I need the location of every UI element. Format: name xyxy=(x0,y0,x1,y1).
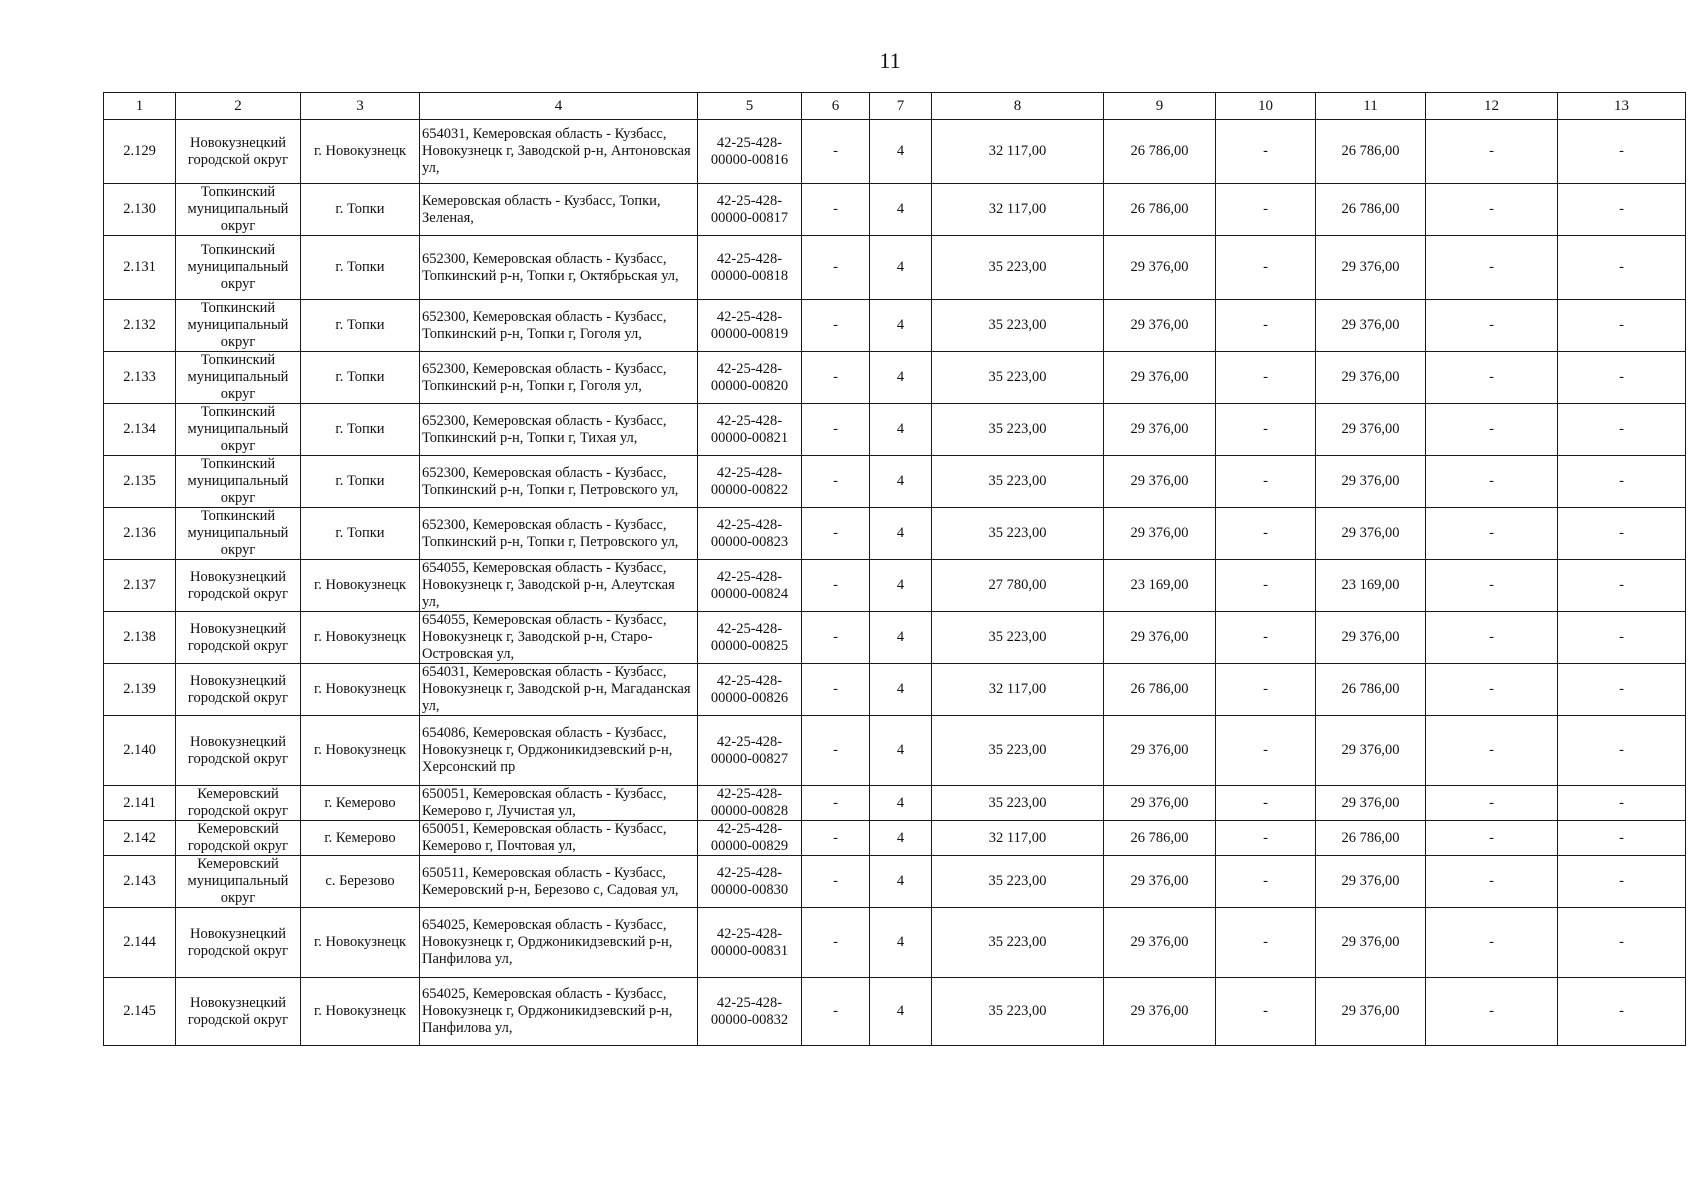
table-row xyxy=(104,120,1686,184)
row-number-cell: 2.145 xyxy=(104,978,176,1046)
col-12-value-cell: - xyxy=(1426,978,1558,1046)
column-header-9: 9 xyxy=(1104,93,1216,120)
col-6-value-cell: - xyxy=(802,560,870,612)
col-6-value-cell: - xyxy=(802,664,870,716)
col-12-value-cell: - xyxy=(1426,300,1558,352)
col-8-value-cell: 35 223,00 xyxy=(932,978,1104,1046)
col-13-value-cell: - xyxy=(1558,978,1686,1046)
col-12-value-cell: - xyxy=(1426,184,1558,236)
col-13-value-cell: - xyxy=(1558,456,1686,508)
col-10-value-cell: - xyxy=(1216,300,1316,352)
col-8-value-cell: 35 223,00 xyxy=(932,786,1104,821)
col-12-value-cell: - xyxy=(1426,664,1558,716)
row-number-cell: 2.140 xyxy=(104,716,176,786)
column-header-8: 8 xyxy=(932,93,1104,120)
registry-id-cell: 42-25-428-00000-00826 xyxy=(698,664,802,716)
col-10-value-cell: - xyxy=(1216,508,1316,560)
column-header-2: 2 xyxy=(176,93,301,120)
address-cell: 654031, Кемеровская область - Кузбасс, Новокузнецк г, Заводской р-н, Магаданская ул, xyxy=(420,664,698,716)
row-number-cell: 2.133 xyxy=(104,352,176,404)
column-header-3: 3 xyxy=(301,93,420,120)
col-13-value-cell: - xyxy=(1558,664,1686,716)
col-13-value-cell: - xyxy=(1558,786,1686,821)
col-9-value-cell: 29 376,00 xyxy=(1104,856,1216,908)
col-7-value-cell: 4 xyxy=(870,352,932,404)
table-row xyxy=(104,664,1686,716)
col-9-value-cell: 29 376,00 xyxy=(1104,404,1216,456)
col-9-value-cell: 29 376,00 xyxy=(1104,352,1216,404)
col-7-value-cell: 4 xyxy=(870,821,932,856)
col-7-value-cell: 4 xyxy=(870,664,932,716)
municipality-cell: Топкинский муниципальный округ xyxy=(176,352,301,404)
col-12-value-cell: - xyxy=(1426,560,1558,612)
address-cell: 654055, Кемеровская область - Кузбасс, Новокузнецк г, Заводской р-н, Старо-Островская ул, xyxy=(420,612,698,664)
address-cell: 654025, Кемеровская область - Кузбасс, Новокузнецк г, Орджоникидзевский р-н, Панфилова ул, xyxy=(420,908,698,978)
table-row xyxy=(104,184,1686,236)
settlement-cell: г. Новокузнецк xyxy=(301,908,420,978)
registry-id-cell: 42-25-428-00000-00821 xyxy=(698,404,802,456)
col-6-value-cell: - xyxy=(802,508,870,560)
col-8-value-cell: 35 223,00 xyxy=(932,404,1104,456)
settlement-cell: г. Топки xyxy=(301,352,420,404)
col-8-value-cell: 35 223,00 xyxy=(932,352,1104,404)
col-6-value-cell: - xyxy=(802,300,870,352)
column-header-4: 4 xyxy=(420,93,698,120)
registry-id-cell: 42-25-428-00000-00823 xyxy=(698,508,802,560)
col-8-value-cell: 35 223,00 xyxy=(932,508,1104,560)
col-12-value-cell: - xyxy=(1426,120,1558,184)
col-12-value-cell: - xyxy=(1426,908,1558,978)
col-12-value-cell: - xyxy=(1426,404,1558,456)
registry-id-cell: 42-25-428-00000-00816 xyxy=(698,120,802,184)
municipality-cell: Топкинский муниципальный округ xyxy=(176,300,301,352)
col-13-value-cell: - xyxy=(1558,612,1686,664)
col-7-value-cell: 4 xyxy=(870,560,932,612)
col-8-value-cell: 35 223,00 xyxy=(932,612,1104,664)
address-cell: 652300, Кемеровская область - Кузбасс, Топкинский р-н, Топки г, Гоголя ул, xyxy=(420,300,698,352)
address-cell: 652300, Кемеровская область - Кузбасс, Топкинский р-н, Топки г, Петровского ул, xyxy=(420,508,698,560)
address-cell: 652300, Кемеровская область - Кузбасс, Топкинский р-н, Топки г, Октябрьская ул, xyxy=(420,236,698,300)
col-6-value-cell: - xyxy=(802,821,870,856)
registry-id-cell: 42-25-428-00000-00830 xyxy=(698,856,802,908)
col-9-value-cell: 29 376,00 xyxy=(1104,908,1216,978)
col-11-value-cell: 29 376,00 xyxy=(1316,404,1426,456)
settlement-cell: г. Топки xyxy=(301,456,420,508)
col-8-value-cell: 35 223,00 xyxy=(932,908,1104,978)
table-row xyxy=(104,456,1686,508)
table-row xyxy=(104,786,1686,821)
address-cell: 650051, Кемеровская область - Кузбасс, Кемерово г, Лучистая ул, xyxy=(420,786,698,821)
col-10-value-cell: - xyxy=(1216,908,1316,978)
col-7-value-cell: 4 xyxy=(870,908,932,978)
col-11-value-cell: 29 376,00 xyxy=(1316,508,1426,560)
col-12-value-cell: - xyxy=(1426,236,1558,300)
col-8-value-cell: 32 117,00 xyxy=(932,120,1104,184)
row-number-cell: 2.144 xyxy=(104,908,176,978)
header-row xyxy=(104,93,1686,120)
settlement-cell: г. Топки xyxy=(301,236,420,300)
col-13-value-cell: - xyxy=(1558,404,1686,456)
column-header-12: 12 xyxy=(1426,93,1558,120)
registry-id-cell: 42-25-428-00000-00820 xyxy=(698,352,802,404)
table-body xyxy=(104,120,1686,1046)
col-8-value-cell: 35 223,00 xyxy=(932,856,1104,908)
col-13-value-cell: - xyxy=(1558,716,1686,786)
municipality-cell: Новокузнецкий городской округ xyxy=(176,908,301,978)
col-11-value-cell: 26 786,00 xyxy=(1316,821,1426,856)
table-row xyxy=(104,908,1686,978)
settlement-cell: г. Новокузнецк xyxy=(301,664,420,716)
col-6-value-cell: - xyxy=(802,120,870,184)
col-10-value-cell: - xyxy=(1216,786,1316,821)
col-12-value-cell: - xyxy=(1426,856,1558,908)
col-7-value-cell: 4 xyxy=(870,236,932,300)
col-8-value-cell: 32 117,00 xyxy=(932,184,1104,236)
registry-id-cell: 42-25-428-00000-00828 xyxy=(698,786,802,821)
municipality-cell: Кемеровский городской округ xyxy=(176,821,301,856)
row-number-cell: 2.130 xyxy=(104,184,176,236)
col-12-value-cell: - xyxy=(1426,352,1558,404)
row-number-cell: 2.138 xyxy=(104,612,176,664)
row-number-cell: 2.136 xyxy=(104,508,176,560)
col-10-value-cell: - xyxy=(1216,404,1316,456)
col-11-value-cell: 29 376,00 xyxy=(1316,908,1426,978)
col-6-value-cell: - xyxy=(802,456,870,508)
col-6-value-cell: - xyxy=(802,612,870,664)
settlement-cell: г. Новокузнецк xyxy=(301,120,420,184)
table-row xyxy=(104,404,1686,456)
col-10-value-cell: - xyxy=(1216,120,1316,184)
col-8-value-cell: 35 223,00 xyxy=(932,300,1104,352)
table-row xyxy=(104,612,1686,664)
col-11-value-cell: 29 376,00 xyxy=(1316,978,1426,1046)
col-11-value-cell: 29 376,00 xyxy=(1316,612,1426,664)
col-9-value-cell: 29 376,00 xyxy=(1104,786,1216,821)
row-number-cell: 2.129 xyxy=(104,120,176,184)
column-header-10: 10 xyxy=(1216,93,1316,120)
col-10-value-cell: - xyxy=(1216,978,1316,1046)
col-9-value-cell: 26 786,00 xyxy=(1104,664,1216,716)
col-12-value-cell: - xyxy=(1426,456,1558,508)
address-cell: 652300, Кемеровская область - Кузбасс, Топкинский р-н, Топки г, Тихая ул, xyxy=(420,404,698,456)
col-10-value-cell: - xyxy=(1216,560,1316,612)
col-12-value-cell: - xyxy=(1426,716,1558,786)
col-6-value-cell: - xyxy=(802,856,870,908)
registry-id-cell: 42-25-428-00000-00825 xyxy=(698,612,802,664)
column-header-11: 11 xyxy=(1316,93,1426,120)
col-13-value-cell: - xyxy=(1558,908,1686,978)
municipality-cell: Топкинский муниципальный округ xyxy=(176,456,301,508)
col-6-value-cell: - xyxy=(802,404,870,456)
col-10-value-cell: - xyxy=(1216,716,1316,786)
address-cell: Кемеровская область - Кузбасс, Топки, Зеленая, xyxy=(420,184,698,236)
col-11-value-cell: 26 786,00 xyxy=(1316,184,1426,236)
table-row xyxy=(104,508,1686,560)
column-header-1: 1 xyxy=(104,93,176,120)
col-10-value-cell: - xyxy=(1216,612,1316,664)
col-8-value-cell: 35 223,00 xyxy=(932,716,1104,786)
settlement-cell: с. Березово xyxy=(301,856,420,908)
col-6-value-cell: - xyxy=(802,978,870,1046)
col-13-value-cell: - xyxy=(1558,821,1686,856)
municipality-cell: Топкинский муниципальный округ xyxy=(176,184,301,236)
col-11-value-cell: 29 376,00 xyxy=(1316,716,1426,786)
table-row xyxy=(104,716,1686,786)
row-number-cell: 2.137 xyxy=(104,560,176,612)
row-number-cell: 2.131 xyxy=(104,236,176,300)
registry-id-cell: 42-25-428-00000-00832 xyxy=(698,978,802,1046)
col-7-value-cell: 4 xyxy=(870,456,932,508)
municipality-cell: Новокузнецкий городской округ xyxy=(176,716,301,786)
col-7-value-cell: 4 xyxy=(870,978,932,1046)
address-cell: 654055, Кемеровская область - Кузбасс, Новокузнецк г, Заводской р-н, Алеутская ул, xyxy=(420,560,698,612)
municipality-cell: Новокузнецкий городской округ xyxy=(176,978,301,1046)
col-7-value-cell: 4 xyxy=(870,300,932,352)
row-number-cell: 2.141 xyxy=(104,786,176,821)
col-6-value-cell: - xyxy=(802,908,870,978)
col-13-value-cell: - xyxy=(1558,236,1686,300)
municipality-cell: Кемеровский муниципальный округ xyxy=(176,856,301,908)
col-10-value-cell: - xyxy=(1216,456,1316,508)
registry-id-cell: 42-25-428-00000-00829 xyxy=(698,821,802,856)
col-13-value-cell: - xyxy=(1558,508,1686,560)
municipality-cell: Топкинский муниципальный округ xyxy=(176,236,301,300)
row-number-cell: 2.139 xyxy=(104,664,176,716)
registry-id-cell: 42-25-428-00000-00827 xyxy=(698,716,802,786)
col-9-value-cell: 29 376,00 xyxy=(1104,716,1216,786)
row-number-cell: 2.143 xyxy=(104,856,176,908)
col-12-value-cell: - xyxy=(1426,612,1558,664)
col-7-value-cell: 4 xyxy=(870,508,932,560)
settlement-cell: г. Топки xyxy=(301,300,420,352)
registry-id-cell: 42-25-428-00000-00819 xyxy=(698,300,802,352)
settlement-cell: г. Новокузнецк xyxy=(301,560,420,612)
col-9-value-cell: 29 376,00 xyxy=(1104,508,1216,560)
municipality-cell: Топкинский муниципальный округ xyxy=(176,508,301,560)
col-10-value-cell: - xyxy=(1216,352,1316,404)
row-number-cell: 2.142 xyxy=(104,821,176,856)
registry-id-cell: 42-25-428-00000-00831 xyxy=(698,908,802,978)
col-9-value-cell: 26 786,00 xyxy=(1104,184,1216,236)
col-10-value-cell: - xyxy=(1216,856,1316,908)
col-13-value-cell: - xyxy=(1558,560,1686,612)
col-9-value-cell: 26 786,00 xyxy=(1104,120,1216,184)
col-7-value-cell: 4 xyxy=(870,856,932,908)
col-12-value-cell: - xyxy=(1426,821,1558,856)
settlement-cell: г. Кемерово xyxy=(301,821,420,856)
municipality-cell: Новокузнецкий городской округ xyxy=(176,612,301,664)
col-6-value-cell: - xyxy=(802,184,870,236)
col-8-value-cell: 32 117,00 xyxy=(932,821,1104,856)
registry-id-cell: 42-25-428-00000-00822 xyxy=(698,456,802,508)
col-11-value-cell: 29 376,00 xyxy=(1316,856,1426,908)
col-11-value-cell: 26 786,00 xyxy=(1316,664,1426,716)
address-cell: 650051, Кемеровская область - Кузбасс, Кемерово г, Почтовая ул, xyxy=(420,821,698,856)
address-cell: 654086, Кемеровская область - Кузбасс, Новокузнецк г, Орджоникидзевский р-н, Херсонский пр xyxy=(420,716,698,786)
address-cell: 652300, Кемеровская область - Кузбасс, Топкинский р-н, Топки г, Гоголя ул, xyxy=(420,352,698,404)
col-7-value-cell: 4 xyxy=(870,786,932,821)
col-7-value-cell: 4 xyxy=(870,184,932,236)
col-6-value-cell: - xyxy=(802,786,870,821)
col-8-value-cell: 27 780,00 xyxy=(932,560,1104,612)
col-11-value-cell: 29 376,00 xyxy=(1316,236,1426,300)
municipality-cell: Новокузнецкий городской округ xyxy=(176,560,301,612)
settlement-cell: г. Топки xyxy=(301,404,420,456)
column-header-5: 5 xyxy=(698,93,802,120)
col-13-value-cell: - xyxy=(1558,352,1686,404)
col-11-value-cell: 29 376,00 xyxy=(1316,786,1426,821)
settlement-cell: г. Новокузнецк xyxy=(301,978,420,1046)
col-11-value-cell: 29 376,00 xyxy=(1316,300,1426,352)
col-6-value-cell: - xyxy=(802,236,870,300)
settlement-cell: г. Новокузнецк xyxy=(301,612,420,664)
column-header-13: 13 xyxy=(1558,93,1686,120)
col-9-value-cell: 23 169,00 xyxy=(1104,560,1216,612)
col-11-value-cell: 26 786,00 xyxy=(1316,120,1426,184)
settlement-cell: г. Кемерово xyxy=(301,786,420,821)
col-9-value-cell: 29 376,00 xyxy=(1104,612,1216,664)
col-7-value-cell: 4 xyxy=(870,120,932,184)
col-12-value-cell: - xyxy=(1426,508,1558,560)
col-10-value-cell: - xyxy=(1216,236,1316,300)
table-header xyxy=(104,93,1686,120)
col-7-value-cell: 4 xyxy=(870,716,932,786)
col-9-value-cell: 26 786,00 xyxy=(1104,821,1216,856)
table-row xyxy=(104,978,1686,1046)
col-12-value-cell: - xyxy=(1426,786,1558,821)
table-row xyxy=(104,352,1686,404)
settlement-cell: г. Новокузнецк xyxy=(301,716,420,786)
col-8-value-cell: 32 117,00 xyxy=(932,664,1104,716)
row-number-cell: 2.132 xyxy=(104,300,176,352)
row-number-cell: 2.134 xyxy=(104,404,176,456)
registry-id-cell: 42-25-428-00000-00817 xyxy=(698,184,802,236)
col-9-value-cell: 29 376,00 xyxy=(1104,978,1216,1046)
address-cell: 650511, Кемеровская область - Кузбасс, Кемеровский р-н, Березово с, Садовая ул, xyxy=(420,856,698,908)
row-number-cell: 2.135 xyxy=(104,456,176,508)
registry-table xyxy=(103,92,1686,1046)
col-8-value-cell: 35 223,00 xyxy=(932,456,1104,508)
col-13-value-cell: - xyxy=(1558,120,1686,184)
col-13-value-cell: - xyxy=(1558,300,1686,352)
col-10-value-cell: - xyxy=(1216,184,1316,236)
col-9-value-cell: 29 376,00 xyxy=(1104,300,1216,352)
settlement-cell: г. Топки xyxy=(301,184,420,236)
column-header-7: 7 xyxy=(870,93,932,120)
col-11-value-cell: 29 376,00 xyxy=(1316,456,1426,508)
col-6-value-cell: - xyxy=(802,716,870,786)
municipality-cell: Новокузнецкий городской округ xyxy=(176,664,301,716)
address-cell: 654025, Кемеровская область - Кузбасс, Новокузнецк г, Орджоникидзевский р-н, Панфилова ул, xyxy=(420,978,698,1046)
col-9-value-cell: 29 376,00 xyxy=(1104,456,1216,508)
column-header-6: 6 xyxy=(802,93,870,120)
col-8-value-cell: 35 223,00 xyxy=(932,236,1104,300)
municipality-cell: Кемеровский городской округ xyxy=(176,786,301,821)
col-6-value-cell: - xyxy=(802,352,870,404)
col-11-value-cell: 23 169,00 xyxy=(1316,560,1426,612)
table-row xyxy=(104,856,1686,908)
settlement-cell: г. Топки xyxy=(301,508,420,560)
table-row xyxy=(104,236,1686,300)
table-row xyxy=(104,300,1686,352)
col-10-value-cell: - xyxy=(1216,821,1316,856)
col-7-value-cell: 4 xyxy=(870,404,932,456)
address-cell: 652300, Кемеровская область - Кузбасс, Топкинский р-н, Топки г, Петровского ул, xyxy=(420,456,698,508)
municipality-cell: Топкинский муниципальный округ xyxy=(176,404,301,456)
col-10-value-cell: - xyxy=(1216,664,1316,716)
table-row xyxy=(104,560,1686,612)
col-7-value-cell: 4 xyxy=(870,612,932,664)
col-11-value-cell: 29 376,00 xyxy=(1316,352,1426,404)
col-9-value-cell: 29 376,00 xyxy=(1104,236,1216,300)
col-13-value-cell: - xyxy=(1558,856,1686,908)
address-cell: 654031, Кемеровская область - Кузбасс, Новокузнецк г, Заводской р-н, Антоновская ул, xyxy=(420,120,698,184)
col-13-value-cell: - xyxy=(1558,184,1686,236)
registry-id-cell: 42-25-428-00000-00824 xyxy=(698,560,802,612)
municipality-cell: Новокузнецкий городской округ xyxy=(176,120,301,184)
registry-id-cell: 42-25-428-00000-00818 xyxy=(698,236,802,300)
page-number: 11 xyxy=(879,48,901,73)
table-row xyxy=(104,821,1686,856)
